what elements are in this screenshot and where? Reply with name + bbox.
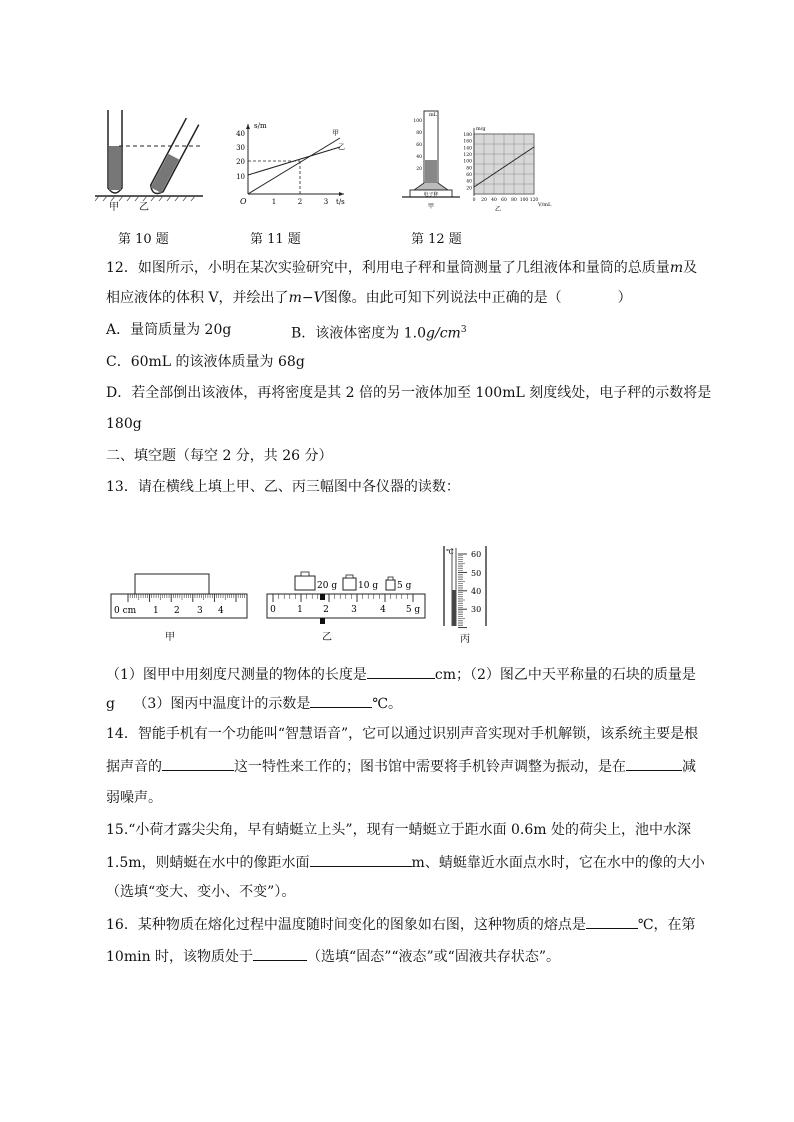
balance-label: 4: [380, 605, 386, 615]
figure-13-thermometer: [440, 544, 492, 647]
figure-13-balance: [266, 566, 428, 646]
q12-option-b: [291, 320, 467, 344]
q15-line2: [106, 852, 705, 873]
q12-option-d-line1: D．若全部倒出该液体，再将密度是其 2 倍的另一液体加至 100mL 刻度线处，电子秤的示数将是: [106, 385, 712, 401]
weight-5g: 5 g: [397, 581, 412, 591]
q15-line2-text-a: 1.5m，则蜻蜓在水中的像距水面: [106, 855, 310, 871]
q16-line1-text-a: 16．某种物质在熔化过程中温度随时间变化的图象如右图，这种物质的熔点是: [106, 917, 586, 933]
balance-label: 3: [351, 605, 357, 615]
q12-option-b-sup: 3: [460, 325, 467, 335]
q13-line2: [106, 693, 402, 714]
q13-line2-text-a: g （3）图丙中温度计的示数是: [106, 696, 311, 712]
fig12-x-tick: 100: [519, 198, 529, 203]
fig11-y-tick: 20: [236, 158, 245, 166]
q12-stem-line1: [106, 258, 697, 278]
balance-label: 5 g: [405, 605, 421, 615]
fig11-x-tick: 2: [297, 198, 303, 206]
thermo-tick-label: 40: [471, 587, 482, 596]
fig12-y-tick: 80: [466, 166, 472, 172]
q13-line1-text-b: cm；（2）图乙中天平称量的石块的质量是: [434, 667, 696, 683]
fig12-y-tick: 40: [466, 179, 472, 185]
answer-blank-image-distance[interactable]: [310, 852, 412, 867]
fig11-line-a-label: 甲: [332, 129, 339, 137]
fig12-scale-label: 电子秤: [423, 192, 439, 198]
balance-label: 2: [323, 605, 329, 615]
q16-line1: [106, 914, 695, 935]
weight-10g: 10 g: [358, 581, 379, 591]
q16-line2-text-a: 10min 时，该物质处于: [106, 949, 254, 965]
thermo-tick-label: 30: [471, 605, 482, 614]
q12-stem-text-d: 图像。由此可知下列说法中正确的是（ ）: [323, 290, 632, 306]
q14-line1: 14．智能手机有一个功能叫“智慧语音”，它可以通过识别声音实现对手机解锁，该系统主要是根: [106, 726, 699, 742]
fig12-cyl-unit: mL: [429, 112, 438, 118]
balance-label: 0: [270, 605, 276, 615]
balance-rider-top: [320, 594, 325, 600]
fig11-y-tick: 30: [236, 144, 245, 152]
q12-stem-text-b: 及: [683, 260, 698, 276]
q12-option-a: A．量筒质量为 20g: [106, 322, 232, 338]
fig11-y-unit: s/m: [254, 122, 267, 130]
fig11-origin: O: [240, 197, 247, 206]
figure-12: [402, 108, 564, 214]
q15-line2-text-b: m、蜻蜓靠近水面点水时，它在水中的像的大小: [411, 855, 705, 871]
thermo-tick-label: 50: [471, 569, 482, 578]
q13-line2-text-b: ℃。: [372, 696, 402, 712]
fig12-cyl-tick: 20: [416, 167, 422, 172]
fig11-x-unit: t/s: [336, 198, 345, 206]
fig12-y-tick: 100: [463, 159, 472, 165]
ruler-label: 2: [174, 606, 180, 616]
q14-line2: [106, 756, 696, 777]
fig12-y-tick: 160: [463, 139, 472, 145]
figure-13-ruler: [108, 570, 253, 645]
fig12-grid: [474, 134, 534, 194]
q16-line2: [106, 946, 560, 967]
fig12-y-tick: 120: [463, 153, 472, 158]
fig12-x-tick: 60: [501, 198, 507, 203]
q16-line1-text-b: ℃，在第: [637, 917, 696, 933]
q12-stem-line2: [106, 288, 632, 308]
fig12-cyl-tick: 40: [416, 155, 422, 160]
q16-line2-text-b: （选填“固态”“液态”或“固液共存状态”。: [307, 949, 560, 965]
thermo-liquid: [453, 590, 456, 626]
fig12-y-tick: 20: [466, 186, 472, 192]
fig11-y-tick: 40: [236, 130, 245, 138]
ruler-label: 3: [197, 606, 203, 616]
ruler-label: 0 cm: [114, 606, 137, 616]
thermo-ticks: [458, 554, 467, 628]
thermo-tick-label: 60: [471, 550, 482, 559]
fig12-left-label: 甲: [427, 203, 435, 210]
balance-rider-bottom: [320, 618, 325, 624]
thermo-unit: ℃: [446, 548, 454, 556]
fig12-x-unit: V/mL: [538, 202, 552, 208]
q12-stem-text-a: 12．如图所示，小明在某次实验研究中，利用电子秤和量筒测量了几组液体和量筒的总质量: [106, 260, 670, 276]
fig12-x-tick: 80: [511, 198, 517, 203]
q12-option-b-text: B．该液体密度为 1.0: [291, 325, 427, 342]
fig11-y-tick: 10: [236, 173, 245, 181]
fig10-label-b: 乙: [139, 202, 149, 213]
q15-line1: 15.“小荷才露尖尖角，早有蜻蜓立上头”，现有一蜻蜓立于距水面 0.6m 处的荷尖上，池中水深: [106, 822, 692, 838]
answer-blank-sound-feature[interactable]: [162, 756, 234, 771]
q13-stem: 13．请在横线上填上甲、乙、丙三幅图中各仪器的读数：: [106, 479, 460, 495]
q14-line3: 弱噪声。: [106, 790, 162, 806]
q12-stem-m: m: [669, 260, 684, 276]
answer-blank-melting-point[interactable]: [586, 914, 638, 929]
q13-line1: [106, 664, 696, 685]
fig12-cyl-tick: 100: [413, 119, 422, 124]
fig12-cyl-tick: 60: [416, 143, 422, 148]
fig12-y-unit: m/g: [476, 126, 486, 132]
q12-option-c: C．60mL 的该液体质量为 68g: [106, 354, 305, 370]
q14-line2-text-b: 这一特性来工作的；图书馆中需要将手机铃声调整为振动，是在: [234, 759, 626, 775]
balance-label: 1: [297, 605, 303, 615]
fig13-label-a: 甲: [165, 632, 175, 643]
answer-blank-noise-reduction[interactable]: [626, 756, 682, 771]
q13-line1-text-a: （1）图甲中用刻度尺测量的物体的长度是: [106, 667, 367, 683]
weight-20g: 20 g: [317, 581, 338, 591]
caption-10: 第 10 题: [118, 232, 169, 247]
fig11-line-b-label: 乙: [338, 143, 345, 151]
figure-11: [232, 118, 352, 208]
caption-11: 第 11 题: [250, 232, 301, 247]
section-heading: 二、填空题（每空 2 分，共 26 分）: [106, 448, 333, 464]
fig12-x-tick: 20: [481, 198, 487, 203]
answer-blank-length[interactable]: [367, 664, 435, 679]
fig12-right-label: 乙: [494, 206, 502, 213]
fig13-label-b: 乙: [322, 632, 332, 643]
figure-10: [95, 108, 205, 213]
q15-line3: （选填“变大、变小、不变”）。: [106, 884, 296, 900]
q12-option-b-unit: g/cm: [426, 325, 461, 342]
fig12-y-tick: 60: [466, 173, 472, 178]
q12-option-d-line2: 180g: [106, 416, 142, 432]
fig13-label-c: 丙: [460, 634, 470, 645]
ruler-label: 1: [153, 606, 159, 616]
ruler-label: 4: [218, 606, 224, 616]
fig12-y-tick: 180: [463, 133, 472, 138]
caption-12: 第 12 题: [411, 232, 462, 247]
fig12-y-tick: 140: [463, 146, 472, 152]
fig10-label-a: 甲: [109, 202, 119, 213]
answer-blank-state[interactable]: [253, 946, 307, 961]
fig11-x-tick: 1: [271, 198, 277, 206]
q12-stem-text-c: 相应液体的体积 V，并绘出了: [106, 290, 289, 306]
fig12-x-tick: 120: [529, 198, 539, 203]
fig12-cyl-tick: 80: [416, 131, 422, 136]
fig11-x-tick: 3: [323, 198, 329, 206]
fig11-line-a: [248, 138, 340, 194]
q14-line2-text-a: 据声音的: [106, 759, 162, 775]
fig12-x-tick: 0: [472, 198, 476, 203]
q12-stem-mv: m−V: [288, 290, 324, 306]
answer-blank-temperature[interactable]: [310, 693, 372, 708]
q14-line2-text-c: 减: [682, 759, 696, 775]
fig11-line-b: [248, 147, 340, 175]
fig12-x-tick: 40: [491, 198, 497, 203]
